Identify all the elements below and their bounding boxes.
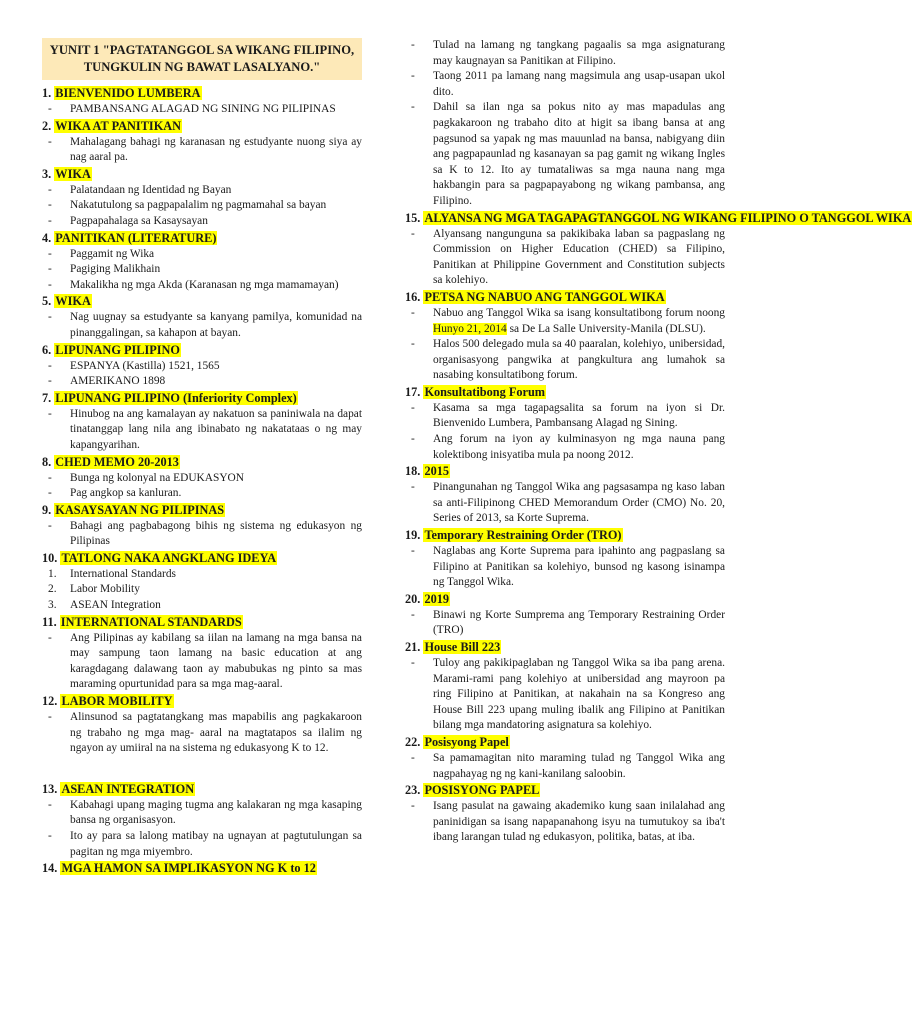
section-heading bbox=[405, 384, 725, 401]
list-item-text: Naglabas ang Korte Suprema para ipahinto ang pagpaslang sa Filipino at Panitikan sa kolehiyo, bunsod ng kasong isinampa ng Tanggol Wika. bbox=[433, 545, 725, 589]
section-heading-text: LIPUNANG PILIPINO (Inferiority Complex) bbox=[55, 390, 297, 405]
section-heading-text: WIKA bbox=[55, 294, 91, 309]
section-number: 11. bbox=[42, 614, 60, 629]
section-heading bbox=[42, 230, 362, 247]
section-heading bbox=[405, 591, 725, 608]
list-item bbox=[405, 799, 725, 846]
list-marker: - bbox=[48, 135, 52, 148]
item-list bbox=[42, 310, 362, 341]
section-number: 23. bbox=[405, 783, 424, 798]
section bbox=[405, 38, 725, 210]
section bbox=[42, 166, 362, 230]
list-marker: - bbox=[411, 608, 415, 621]
section-number: 3. bbox=[42, 166, 55, 181]
list-item-text: Dahil sa ilan nga sa pokus nito ay mas mapadulas ang pagkakaroon ng trabaho dito at higit sa ibang bansa at ang pagsunod sa yapak ng mas mauunlad na bansa, nabigyang diin ang pagpapaunlad ng kasanayan sa pag gamit ng wikang Ingles sa K to 12. Ito ay tumataliwas sa mga nauna nang mga hakbangin para sa pagpapayabong ng wikang pambansa, ang Filipino. bbox=[433, 101, 725, 207]
list-item bbox=[42, 135, 362, 166]
section-heading-text: Temporary Restraining Order (TRO) bbox=[424, 528, 622, 543]
section-heading bbox=[42, 293, 362, 310]
list-item-text: Binawi ng Korte Sumprema ang Temporary Restraining Order (TRO) bbox=[433, 608, 725, 637]
list-marker: - bbox=[411, 751, 415, 764]
section-heading bbox=[42, 781, 362, 798]
section bbox=[42, 614, 362, 693]
section-heading bbox=[42, 454, 362, 471]
list-item bbox=[42, 486, 362, 502]
section-heading-text: POSISYONG PAPEL bbox=[424, 783, 540, 798]
section bbox=[405, 527, 725, 591]
section bbox=[42, 342, 362, 390]
item-list bbox=[42, 247, 362, 294]
section bbox=[405, 639, 725, 734]
list-marker: - bbox=[411, 101, 415, 114]
list-item bbox=[42, 183, 362, 199]
section-heading-text: LIPUNANG PILIPINO bbox=[55, 342, 180, 357]
section bbox=[405, 384, 725, 463]
list-marker: - bbox=[411, 545, 415, 558]
list-item-text: Tuloy ang pakikipaglaban ng Tanggol Wika sa iba pang arena. Marami-rami pang kolehiyo at unibersidad ang mayroon pa ring Filipino at Panitikan, at nakahain na sa Kongreso ang House Bill 223 upang muling ibalik ang Filipino at Panitikan bilang mga mandatoring asignatura sa kolehiyo. bbox=[433, 657, 725, 732]
list-item-text: AMERIKANO 1898 bbox=[70, 375, 166, 388]
unit-title-line-2: TUNGKULIN NG BAWAT LASALYANO." bbox=[83, 60, 321, 74]
section bbox=[42, 454, 362, 502]
section-heading-text: LABOR MOBILITY bbox=[61, 694, 173, 709]
section bbox=[42, 860, 362, 877]
highlighted-date: Hunyo 21, 2014 bbox=[433, 322, 507, 335]
section-heading bbox=[405, 782, 725, 799]
section-heading bbox=[42, 118, 362, 135]
section bbox=[42, 550, 362, 614]
section bbox=[42, 118, 362, 166]
list-marker: - bbox=[411, 306, 415, 319]
list-item-text: Ang Pilipinas ay kabilang sa iilan na lamang na mga bansa na may sampung taon lamang na basic education at ang karagdagang dalawang taon ay mabubukas ng pinto sa mas maraming opurtunidad para sa mga mag-aaral. bbox=[70, 631, 362, 691]
section-number: 13. bbox=[42, 781, 61, 796]
list-item-text: Taong 2011 pa lamang nang magsimula ang usap-usapan ukol dito. bbox=[433, 70, 725, 98]
item-list bbox=[42, 519, 362, 550]
section-heading-text: House Bill 223 bbox=[424, 640, 501, 654]
list-item-text: Makalikha ng mga Akda (Karanasan ng mga mamamayan) bbox=[70, 278, 339, 291]
list-marker: - bbox=[48, 471, 52, 484]
list-item-text: ASEAN Integration bbox=[70, 599, 161, 612]
section bbox=[42, 693, 362, 757]
list-item-text: Kabahagi upang maging tugma ang kalakaran ng mga kasaping bansa ng organisasyon. bbox=[70, 798, 362, 827]
section-heading bbox=[42, 502, 362, 519]
section bbox=[405, 210, 912, 289]
section-heading-text: ALYANSA NG MGA TAGAPAGTANGGOL NG WIKANG FILIPINO O TANGGOL WIKA bbox=[424, 210, 912, 225]
section-heading bbox=[405, 734, 725, 751]
list-marker: - bbox=[48, 519, 52, 532]
list-item-text: Isang pasulat na gawaing akademiko kung saan inilalahad ang paninidigan sa isang napapanahong isyu na tumutukoy sa iba't ibang larangan tulad ng edukasyon, politika, batas, at iba. bbox=[433, 800, 725, 844]
list-item-text: Hinubog na ang kamalayan ay nakatuon sa paniniwala na dapat tinatanggap lang nila ang ibinabato ng nakatataas o ng may kapangyarihan. bbox=[70, 407, 362, 451]
list-item-text: Sa pamamagitan nito maraming tulad ng Tanggol Wika ang nagpahayag ng ng kani-kanilang saloobin. bbox=[433, 751, 725, 780]
section bbox=[42, 390, 362, 454]
list-marker: - bbox=[48, 214, 52, 227]
list-item-text: Ito ay para sa lalong matibay na ugnayan at pagtutulungan sa pagitan ng mga miyembro. bbox=[70, 830, 362, 858]
list-item bbox=[42, 471, 362, 487]
list-item-text: Pagiging Malikhain bbox=[70, 263, 161, 276]
section bbox=[42, 293, 362, 341]
section-heading bbox=[42, 693, 362, 710]
section bbox=[42, 502, 362, 550]
section bbox=[42, 85, 362, 118]
list-item bbox=[405, 38, 725, 69]
list-item-text: Nabuo ang Tanggol Wika sa isang konsultatibong forum noong Hunyo 21, 2014 sa De La Salle University-Manila (DLSU). bbox=[433, 306, 725, 335]
list-marker: - bbox=[48, 711, 52, 724]
item-list bbox=[405, 306, 725, 384]
section bbox=[405, 463, 725, 527]
section-heading-text: PETSA NG NABUO ANG TANGGOL WIKA bbox=[424, 289, 665, 304]
section-heading-text: INTERNATIONAL STANDARDS bbox=[60, 614, 242, 629]
list-item bbox=[42, 798, 362, 829]
section-heading bbox=[405, 463, 725, 480]
list-item bbox=[42, 519, 362, 550]
list-marker: - bbox=[411, 657, 415, 669]
list-item-text: International Standards bbox=[70, 567, 176, 580]
section-heading-text: MGA HAMON SA IMPLIKASYON NG K to 12 bbox=[61, 861, 316, 876]
list-item bbox=[42, 374, 362, 390]
item-list bbox=[42, 407, 362, 454]
list-marker: - bbox=[48, 183, 52, 196]
section-number: 9. bbox=[42, 502, 55, 517]
list-item bbox=[42, 359, 362, 375]
item-list bbox=[42, 710, 362, 757]
section-number: 16. bbox=[405, 289, 424, 304]
list-item bbox=[405, 100, 725, 209]
section-number: 7. bbox=[42, 390, 55, 405]
item-list bbox=[42, 359, 362, 390]
item-list bbox=[42, 102, 362, 118]
list-item bbox=[405, 401, 725, 432]
list-item-text: Labor Mobility bbox=[70, 583, 140, 596]
list-marker: 2. bbox=[48, 583, 57, 596]
section-heading-text: ASEAN INTEGRATION bbox=[61, 781, 195, 796]
section-gap bbox=[42, 757, 362, 781]
section-heading bbox=[405, 527, 725, 544]
list-marker: - bbox=[48, 798, 52, 811]
list-marker: - bbox=[48, 487, 52, 500]
list-marker: - bbox=[411, 800, 415, 813]
list-item bbox=[42, 829, 362, 860]
left-column bbox=[42, 38, 362, 877]
list-item bbox=[42, 198, 362, 214]
list-item-text: ESPANYA (Kastilla) 1521, 1565 bbox=[70, 359, 220, 372]
section-heading bbox=[42, 342, 362, 359]
list-marker: 1. bbox=[48, 567, 57, 580]
section-heading bbox=[42, 390, 362, 407]
list-marker: - bbox=[411, 401, 415, 414]
list-marker: - bbox=[48, 247, 52, 260]
section-heading bbox=[42, 166, 362, 183]
list-marker: - bbox=[48, 407, 52, 420]
list-item bbox=[42, 582, 362, 598]
section bbox=[405, 591, 725, 639]
unit-title-line-1: YUNIT 1 "PAGTATANGGOL SA WIKANG FILIPINO, bbox=[49, 43, 355, 57]
unit-title-box bbox=[42, 38, 362, 80]
section-number: 18. bbox=[405, 464, 424, 479]
list-item bbox=[42, 102, 362, 118]
section-heading bbox=[405, 210, 912, 227]
section-number: 1. bbox=[42, 86, 55, 100]
section-number: 2. bbox=[42, 118, 55, 133]
section-heading bbox=[42, 860, 362, 877]
list-item-text: Tulad na lamang ng tangkang pagaalis sa mga asignaturang may kaugnayan sa Panitikan at Filipino. bbox=[433, 39, 725, 67]
list-marker: - bbox=[48, 359, 52, 372]
list-marker: - bbox=[48, 830, 52, 842]
list-item-text: Paggamit ng Wika bbox=[70, 247, 155, 260]
list-item bbox=[405, 656, 725, 734]
list-item-text: Kasama sa mga tagapagsalita sa forum na iyon si Dr. Bienvenido Lumbera, Pambansang Alagad ng Sining. bbox=[433, 401, 725, 430]
item-list bbox=[42, 471, 362, 502]
list-item bbox=[405, 751, 725, 782]
section-heading-text: 2015 bbox=[424, 464, 450, 479]
section-heading-text: Posisyong Papel bbox=[424, 734, 509, 749]
list-marker: - bbox=[411, 70, 415, 83]
list-item bbox=[405, 608, 725, 639]
list-item-text: Alyansang nangunguna sa pakikibaka laban sa pagpaslang ng Commission on Higher Education (CHED) sa Filipino, Panitikan at Philippine Government and Constitution subjects sa kolehiyo. bbox=[433, 227, 725, 287]
section-number: 17. bbox=[405, 384, 424, 399]
list-item bbox=[42, 407, 362, 454]
section-heading bbox=[42, 614, 362, 631]
section-heading-text: WIKA AT PANITIKAN bbox=[55, 118, 182, 133]
list-item-text: Alinsunod sa pagtatangkang mas mapabilis ang pagkakaroon ng trabaho ng mga mag- aaral na magtatapos sa ilalim ng ngayon ay umiiral na na sistema ng edukasyong K to 12. bbox=[70, 711, 362, 755]
item-list bbox=[405, 38, 725, 210]
section-number: 14. bbox=[42, 861, 61, 876]
section-number: 22. bbox=[405, 734, 424, 749]
list-marker: - bbox=[48, 103, 52, 115]
item-list bbox=[42, 567, 362, 614]
list-item-text: Pagpapahalaga sa Kasaysayan bbox=[70, 214, 208, 227]
list-item bbox=[42, 262, 362, 278]
section-number: 10. bbox=[42, 550, 61, 565]
section-heading-text: PANITIKAN (LITERATURE) bbox=[55, 230, 217, 245]
section-number: 12. bbox=[42, 694, 61, 709]
list-marker: - bbox=[48, 311, 52, 324]
list-marker: - bbox=[48, 199, 52, 212]
list-item bbox=[42, 214, 362, 230]
section bbox=[42, 781, 362, 860]
section-number: 21. bbox=[405, 640, 424, 654]
list-item bbox=[42, 567, 362, 583]
list-marker: 3. bbox=[48, 599, 57, 612]
section-heading-text: CHED MEMO 20-2013 bbox=[55, 454, 179, 469]
list-item bbox=[405, 480, 725, 527]
item-list bbox=[405, 799, 725, 846]
item-list bbox=[42, 798, 362, 860]
item-list bbox=[405, 656, 725, 734]
section bbox=[405, 734, 725, 782]
item-list bbox=[42, 183, 362, 230]
section-heading bbox=[405, 639, 725, 656]
list-marker: - bbox=[411, 39, 415, 51]
list-item-text: Bunga ng kolonyal na EDUKASYON bbox=[70, 471, 245, 484]
item-list bbox=[42, 135, 362, 166]
list-item bbox=[42, 710, 362, 757]
section-heading-text: BIENVENIDO LUMBERA bbox=[55, 86, 201, 100]
section bbox=[405, 782, 725, 846]
list-item bbox=[405, 544, 725, 591]
item-list bbox=[405, 608, 725, 639]
list-item bbox=[405, 69, 725, 100]
item-list bbox=[405, 544, 725, 591]
list-item bbox=[42, 631, 362, 693]
section-heading-text: 2019 bbox=[424, 591, 450, 606]
item-list bbox=[42, 631, 362, 693]
list-item-text: Nag uugnay sa estudyante sa kanyang pamilya, komunidad na pinanggalingan, sa kahapon at bayan. bbox=[70, 311, 362, 339]
section-number: 20. bbox=[405, 591, 424, 606]
list-marker: - bbox=[48, 278, 52, 291]
list-item bbox=[405, 432, 725, 463]
section-number: 8. bbox=[42, 454, 55, 469]
list-item-text: Mahalagang bahagi ng karanasan ng estudyante nuong siya ay nag aaral pa. bbox=[70, 135, 362, 164]
item-list bbox=[405, 401, 725, 463]
section-heading-text: KASAYSAYAN NG PILIPINAS bbox=[55, 502, 225, 517]
list-marker: - bbox=[411, 227, 415, 240]
list-marker: - bbox=[48, 375, 52, 388]
list-marker: - bbox=[48, 263, 52, 276]
list-item bbox=[42, 598, 362, 614]
list-marker: - bbox=[48, 631, 52, 644]
list-marker: - bbox=[411, 433, 415, 446]
item-list bbox=[405, 480, 725, 527]
section-heading bbox=[42, 85, 362, 102]
item-list bbox=[405, 751, 725, 782]
section-number: 19. bbox=[405, 528, 424, 543]
section-heading bbox=[42, 550, 362, 567]
section-heading-text: WIKA bbox=[55, 166, 91, 181]
section-heading-text: TATLONG NAKA ANGKLANG IDEYA bbox=[61, 550, 277, 565]
list-item-text: Halos 500 delegado mula sa 40 paaralan, kolehiyo, unibersidad, organisasyong pangwika at pangkultura ang lumahok sa nasabing konsultatibong forum. bbox=[433, 338, 725, 382]
list-item bbox=[42, 278, 362, 294]
section-number: 4. bbox=[42, 230, 55, 245]
list-item-text: Pag angkop sa kanluran. bbox=[70, 487, 182, 500]
list-item-text: Ang forum na iyon ay kulminasyon ng mga nauna pang kolektibong inisyatiba mula pa noong 2012. bbox=[433, 433, 725, 461]
section-number: 5. bbox=[42, 294, 55, 309]
section bbox=[405, 289, 725, 384]
list-item bbox=[42, 310, 362, 341]
item-list bbox=[405, 227, 725, 289]
list-item-text: Pinangunahan ng Tanggol Wika ang pagsasampa ng kaso laban sa anti-Filipinong CHED Memorandum Order (CMO) No. 20, Series of 2013, sa Korte Suprema. bbox=[433, 481, 725, 525]
list-marker: - bbox=[411, 338, 415, 351]
list-item-text: PAMBANSANG ALAGAD NG SINING NG PILIPINAS bbox=[70, 103, 336, 115]
right-column bbox=[405, 38, 912, 846]
section-heading bbox=[405, 289, 725, 306]
section-number: 15. bbox=[405, 210, 424, 225]
list-item-text: Palatandaan ng Identidad ng Bayan bbox=[70, 183, 232, 196]
section-heading-text: Konsultatibong Forum bbox=[424, 384, 546, 399]
list-item bbox=[42, 247, 362, 263]
list-item bbox=[405, 227, 725, 289]
section-number: 6. bbox=[42, 342, 55, 357]
section bbox=[42, 230, 362, 294]
list-item bbox=[405, 337, 725, 384]
list-item-text: Bahagi ang pagbabagong bihis ng sistema ng edukasyon ng Pilipinas bbox=[70, 519, 362, 548]
list-item bbox=[405, 306, 725, 337]
list-item-text: Nakatutulong sa pagpapalalim ng pagmamahal sa bayan bbox=[70, 199, 327, 212]
list-marker: - bbox=[411, 481, 415, 494]
